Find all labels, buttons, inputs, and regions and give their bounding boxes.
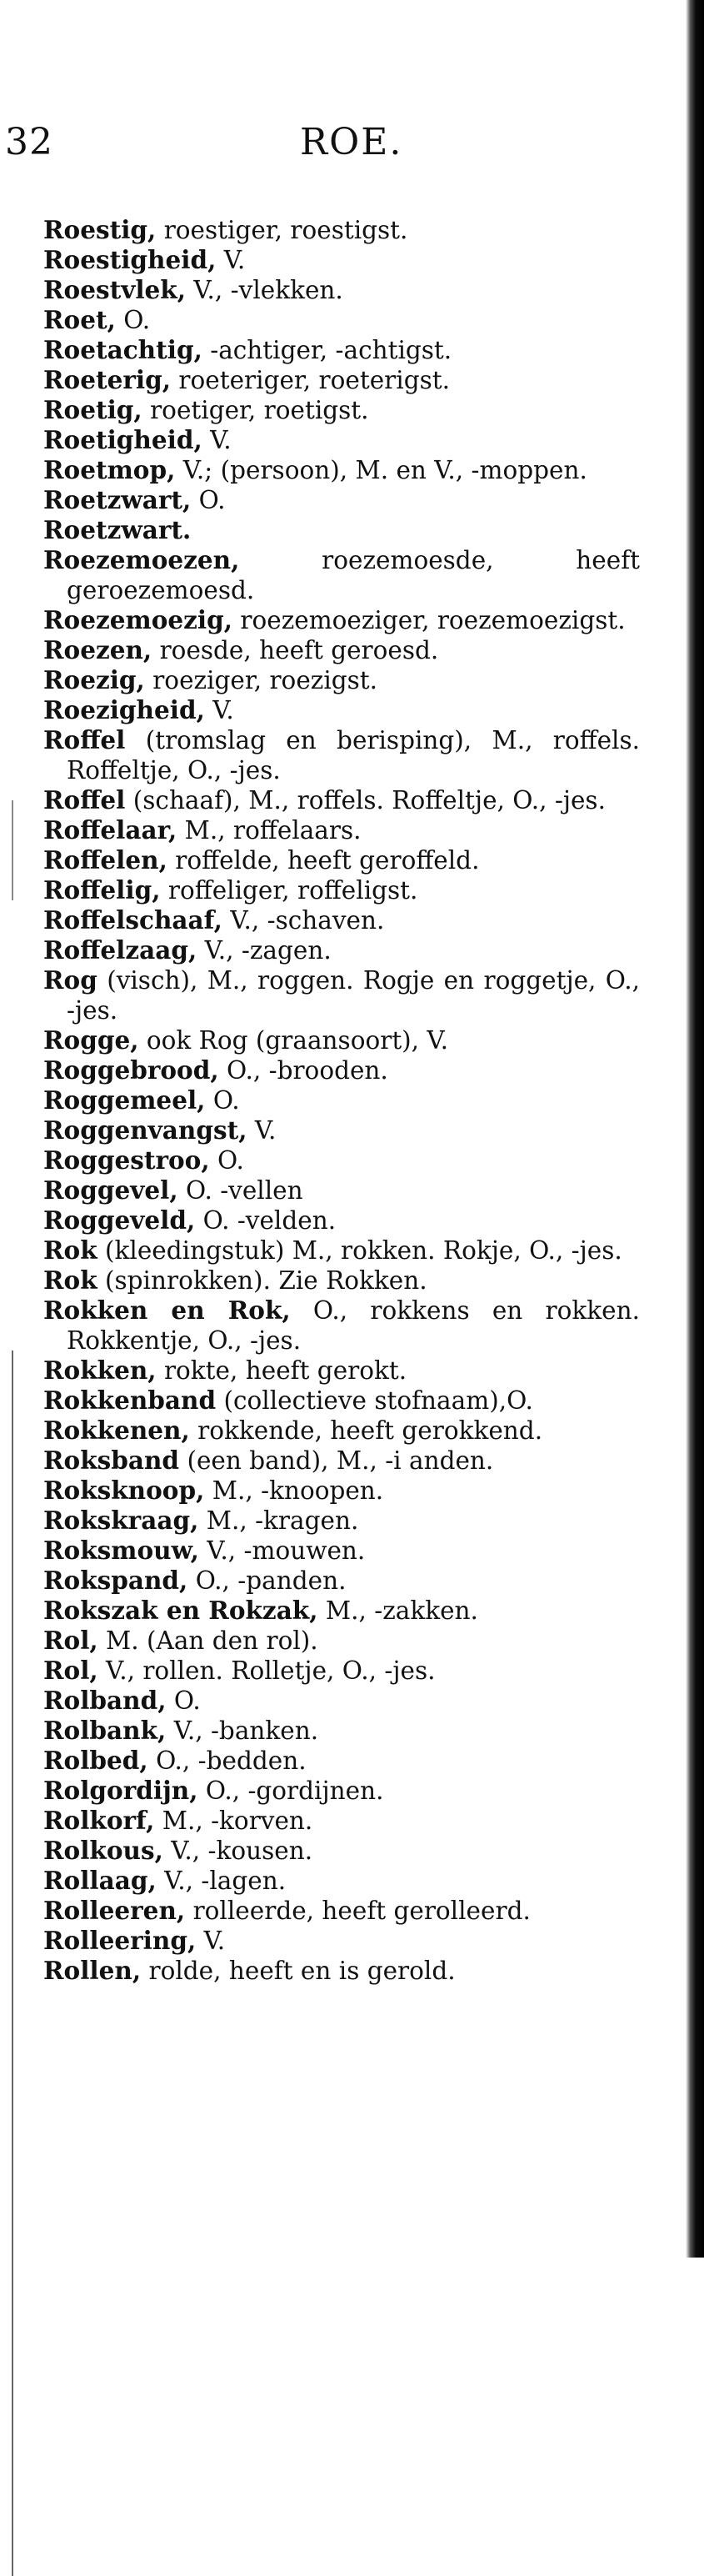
entry-definition: rolleerde, heeft gerolleerd. bbox=[185, 1897, 531, 1925]
entry-headword: Roggevel, bbox=[43, 1175, 178, 1205]
dictionary-entry bbox=[43, 365, 640, 395]
dictionary-entry bbox=[43, 905, 640, 935]
entry-headword: Rokszak en Rokzak, bbox=[43, 1596, 318, 1625]
entry-definition: O. bbox=[205, 1086, 240, 1115]
entry-definition: O., -panden. bbox=[187, 1566, 347, 1595]
entry-headword: Roestvlek, bbox=[43, 275, 187, 304]
entry-headword: Rolbank, bbox=[43, 1716, 167, 1745]
entry-headword: Rolbed, bbox=[43, 1746, 148, 1775]
entry-headword: Rog bbox=[43, 965, 97, 995]
dictionary-entry bbox=[43, 935, 640, 965]
entry-headword: Roetachtig, bbox=[43, 335, 202, 364]
entry-definition: O. -velden. bbox=[195, 1206, 337, 1235]
entry-headword: Roggeveld, bbox=[43, 1205, 196, 1235]
entry-definition: V. bbox=[202, 426, 232, 454]
entry-definition: V., -vlekken. bbox=[186, 276, 343, 304]
dictionary-entry bbox=[43, 665, 640, 695]
page-number: 32 bbox=[5, 121, 53, 163]
dictionary-entry bbox=[43, 1956, 640, 1986]
entry-headword: Rokken, bbox=[43, 1356, 157, 1385]
dictionary-entry bbox=[43, 1686, 640, 1716]
entry-definition: V. bbox=[204, 696, 234, 724]
entry-headword: Rok bbox=[43, 1235, 97, 1265]
page-header bbox=[0, 121, 704, 171]
dictionary-entry bbox=[43, 1536, 640, 1566]
entry-definition: M., roffelaars. bbox=[177, 816, 362, 844]
dictionary-entry bbox=[43, 245, 640, 275]
dictionary-entry bbox=[43, 725, 640, 785]
entry-headword: Rokkenen, bbox=[43, 1416, 190, 1445]
entry-headword: Rol, bbox=[43, 1626, 98, 1655]
entry-headword: Roggebrood, bbox=[43, 1055, 219, 1085]
entry-headword: Rokken en Rok, bbox=[43, 1296, 291, 1325]
dictionary-entry bbox=[43, 1235, 640, 1265]
dictionary-entry bbox=[43, 1926, 640, 1956]
entry-definition: V., -mouwen. bbox=[198, 1536, 366, 1565]
entry-definition: roestiger, roestigst. bbox=[156, 216, 408, 244]
entry-definition: (schaaf), M., roffels. Roffeltje, O., -jes. bbox=[125, 786, 606, 814]
entry-headword: Roggestroo, bbox=[43, 1145, 210, 1175]
dictionary-entry bbox=[43, 425, 640, 455]
entry-headword: Rolkous, bbox=[43, 1836, 163, 1865]
dictionary-entry bbox=[43, 1296, 640, 1356]
dictionary-entry bbox=[43, 875, 640, 905]
entry-definition: O. bbox=[209, 1146, 244, 1175]
dictionary-entry bbox=[43, 1145, 640, 1175]
entry-headword: Roggenvangst, bbox=[43, 1115, 247, 1145]
entry-headword: Roetigheid, bbox=[43, 425, 202, 454]
entry-headword: Roetmop, bbox=[43, 455, 176, 484]
dictionary-entry bbox=[43, 1656, 640, 1686]
entry-headword: Roetig, bbox=[43, 395, 142, 424]
dictionary-entry bbox=[43, 1566, 640, 1596]
dictionary-entry bbox=[43, 1446, 640, 1476]
entry-headword: Roezigheid, bbox=[43, 695, 205, 724]
dictionary-entry bbox=[43, 1806, 640, 1836]
dictionary-entry bbox=[43, 1085, 640, 1115]
entry-definition: M. (Aan den rol). bbox=[97, 1626, 318, 1655]
entry-headword: Roffel bbox=[43, 725, 126, 754]
entry-headword: Roeterig, bbox=[43, 365, 172, 394]
entry-definition: (visch), M., roggen. Rogje en roggetje, O., -jes. bbox=[67, 966, 640, 1025]
margin-rule bbox=[12, 800, 13, 900]
entry-definition: M., -korven. bbox=[154, 1807, 313, 1835]
page-title: ROE. bbox=[300, 121, 403, 163]
entry-headword: Roetzwart. bbox=[43, 515, 192, 544]
dictionary-entry bbox=[43, 1746, 640, 1776]
entry-definition: V., rollen. Rolletje, O., -jes. bbox=[97, 1656, 436, 1685]
entry-definition: M., -kragen. bbox=[198, 1506, 359, 1535]
dictionary-entry bbox=[43, 1025, 640, 1055]
entry-definition: V.; (persoon), M. en V., -moppen. bbox=[175, 456, 587, 484]
entry-headword: Roksknoop, bbox=[43, 1476, 205, 1505]
entry-definition: ook Rog (graansoort), V. bbox=[138, 1026, 448, 1055]
dictionary-entries bbox=[43, 215, 640, 1986]
entry-definition: (een band), M., -i anden. bbox=[179, 1446, 494, 1475]
entry-definition: rokkende, heeft gerokkend. bbox=[189, 1416, 543, 1445]
entry-headword: Roksmouw, bbox=[43, 1536, 199, 1565]
entry-definition: roffelde, heeft geroffeld. bbox=[167, 846, 480, 875]
dictionary-entry bbox=[43, 515, 640, 545]
entry-definition: (spinrokken). Zie Rokken. bbox=[97, 1266, 427, 1295]
entry-headword: Rollen, bbox=[43, 1956, 142, 1985]
entry-definition: -achtiger, -achtigst. bbox=[202, 336, 452, 364]
dictionary-entry bbox=[43, 485, 640, 515]
dictionary-entry bbox=[43, 605, 640, 635]
entry-headword: Rolkorf, bbox=[43, 1806, 155, 1835]
dictionary-entry bbox=[43, 545, 640, 605]
entry-definition: roeziger, roezigst. bbox=[144, 666, 378, 694]
entry-definition: O., -brooden. bbox=[218, 1056, 388, 1085]
page-binding-edge bbox=[686, 0, 704, 2258]
dictionary-entry bbox=[43, 1356, 640, 1386]
entry-definition: (kleedingstuk) M., rokken. Rokje, O., -jes. bbox=[97, 1236, 622, 1265]
entry-headword: Rokskraag, bbox=[43, 1506, 199, 1535]
entry-definition: roezemoesde, heeft geroezemoesd. bbox=[67, 546, 640, 604]
dictionary-entry bbox=[43, 275, 640, 305]
entry-definition: O. bbox=[115, 306, 151, 334]
entry-definition: V. bbox=[196, 1927, 226, 1955]
dictionary-entry bbox=[43, 965, 640, 1025]
entry-headword: Rolband, bbox=[43, 1686, 167, 1715]
entry-headword: Rokspand, bbox=[43, 1566, 188, 1595]
entry-definition: O. -vellen bbox=[177, 1176, 303, 1205]
dictionary-entry bbox=[43, 1476, 640, 1506]
dictionary-entry bbox=[43, 455, 640, 485]
entry-headword: Rolleeren, bbox=[43, 1896, 186, 1925]
entry-definition: O. bbox=[191, 486, 226, 514]
dictionary-entry bbox=[43, 1265, 640, 1296]
entry-definition: roeteriger, roeterigst. bbox=[171, 366, 450, 394]
entry-headword: Roezemoezig, bbox=[43, 605, 232, 634]
entry-definition: rokte, heeft gerokt. bbox=[156, 1356, 407, 1385]
entry-headword: Roet, bbox=[43, 305, 116, 334]
entry-definition: V., -schaven. bbox=[222, 906, 385, 935]
entry-definition: O. bbox=[166, 1686, 201, 1715]
entry-headword: Rol, bbox=[43, 1656, 98, 1685]
dictionary-entry bbox=[43, 335, 640, 365]
entry-headword: Rolleering, bbox=[43, 1926, 197, 1955]
dictionary-entry bbox=[43, 815, 640, 845]
entry-headword: Roezig, bbox=[43, 665, 145, 694]
entry-definition: V., -lagen. bbox=[156, 1867, 287, 1895]
dictionary-entry bbox=[43, 1386, 640, 1416]
entry-definition: (tromslag en berisping), M., roffels. Roffeltje, O., -jes. bbox=[67, 726, 640, 784]
dictionary-entry bbox=[43, 395, 640, 425]
entry-headword: Rok bbox=[43, 1265, 97, 1295]
dictionary-entry bbox=[43, 1506, 640, 1536]
entry-headword: Roestigheid, bbox=[43, 245, 217, 274]
dictionary-entry bbox=[43, 695, 640, 725]
dictionary-entry bbox=[43, 1626, 640, 1656]
entry-definition: M., -zakken. bbox=[317, 1596, 478, 1625]
entry-definition: roesde, heeft geroesd. bbox=[152, 636, 439, 664]
entry-headword: Roestig, bbox=[43, 215, 157, 244]
entry-definition: V., -banken. bbox=[166, 1716, 319, 1745]
entry-headword: Roffelschaaf, bbox=[43, 905, 222, 935]
entry-definition: O., rokkens en rokken. Rokkentje, O., -jes. bbox=[67, 1296, 640, 1355]
entry-definition: V. bbox=[216, 246, 246, 274]
dictionary-entry bbox=[43, 1205, 640, 1235]
entry-definition: M., -knoopen. bbox=[204, 1476, 384, 1505]
entry-definition: V. bbox=[247, 1116, 277, 1145]
dictionary-entry bbox=[43, 785, 640, 815]
margin-rule bbox=[12, 1351, 13, 2576]
entry-headword: Rokkenband bbox=[43, 1386, 217, 1415]
dictionary-entry bbox=[43, 1866, 640, 1896]
entry-headword: Rolgordijn, bbox=[43, 1776, 198, 1805]
entry-headword: Roetzwart, bbox=[43, 485, 192, 514]
dictionary-entry bbox=[43, 305, 640, 335]
dictionary-entry bbox=[43, 1416, 640, 1446]
dictionary-entry bbox=[43, 1175, 640, 1205]
dictionary-entry bbox=[43, 1596, 640, 1626]
entry-headword: Roezemoezen, bbox=[43, 545, 240, 574]
dictionary-entry bbox=[43, 215, 640, 245]
dictionary-entry bbox=[43, 1115, 640, 1145]
entry-headword: Roffelig, bbox=[43, 875, 161, 905]
dictionary-entry bbox=[43, 635, 640, 665]
entry-definition: roffeliger, roffeligst. bbox=[160, 876, 418, 905]
entry-headword: Roggemeel, bbox=[43, 1085, 206, 1115]
entry-headword: Rollaag, bbox=[43, 1866, 157, 1895]
entry-headword: Roksband bbox=[43, 1446, 180, 1475]
entry-definition: roetiger, roetigst. bbox=[142, 396, 369, 424]
dictionary-entry bbox=[43, 1716, 640, 1746]
entry-headword: Roezen, bbox=[43, 635, 152, 664]
entry-definition: V., -kousen. bbox=[162, 1837, 313, 1865]
dictionary-entry bbox=[43, 1836, 640, 1866]
dictionary-entry bbox=[43, 845, 640, 875]
dictionary-entry bbox=[43, 1776, 640, 1806]
entry-headword: Roffel bbox=[43, 785, 126, 814]
entry-definition: rolde, heeft en is gerold. bbox=[141, 1957, 456, 1985]
entry-definition: roezemoeziger, roezemoezigst. bbox=[232, 606, 626, 634]
dictionary-entry bbox=[43, 1896, 640, 1926]
entry-headword: Roffelen, bbox=[43, 845, 167, 875]
entry-definition: V., -zagen. bbox=[197, 936, 332, 965]
entry-headword: Roffelzaag, bbox=[43, 935, 197, 965]
entry-definition: O., -gordijnen. bbox=[197, 1777, 384, 1805]
entry-headword: Roffelaar, bbox=[43, 815, 177, 844]
dictionary-entry bbox=[43, 1055, 640, 1085]
entry-definition: O., -bedden. bbox=[147, 1747, 307, 1775]
entry-definition: (collectieve stofnaam),O. bbox=[216, 1386, 533, 1415]
entry-headword: Rogge, bbox=[43, 1025, 139, 1055]
